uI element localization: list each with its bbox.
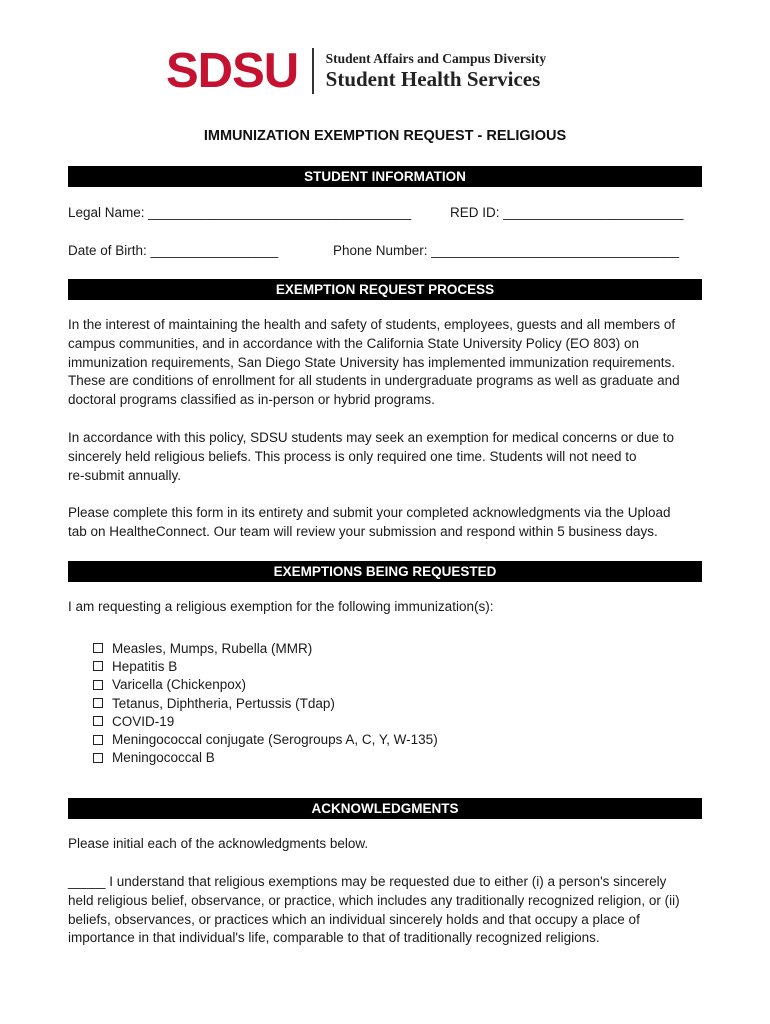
checkbox[interactable] [93, 698, 103, 708]
checkbox-label: Meningococcal B [112, 750, 215, 766]
department-line2: Student Health Services [325, 66, 541, 91]
checkbox-label: Measles, Mumps, Rubella (MMR) [112, 640, 313, 656]
checkbox-label: Meningococcal conjugate (Serogroups A, C, Y, W-135) [112, 732, 438, 748]
checklist-item[interactable] [93, 657, 438, 675]
section-header-process: EXEMPTION REQUEST PROCESS [68, 279, 702, 300]
logo-divider [312, 48, 314, 94]
checklist-item[interactable] [93, 730, 438, 748]
checkbox[interactable] [93, 716, 103, 726]
immunization-checklist [93, 639, 438, 767]
checkbox[interactable] [93, 661, 103, 671]
checklist-item[interactable] [93, 712, 438, 730]
department-line1: Student Affairs and Campus Diversity [325, 50, 547, 66]
phone-number-field[interactable]: Phone Number: _________________________________ [333, 243, 680, 258]
letterhead [166, 44, 546, 98]
checklist-item[interactable] [93, 749, 438, 767]
checkbox-label: Hepatitis B [112, 658, 178, 674]
process-paragraph-1: In the interest of maintaining the health and safety of students, employees, guests and all members of campus communities, and in accordance with the California State University Policy (EO 803) on immunization requirements, San Diego State University has implemented immunization requirements. These are conditions of enrollment for all students in undergraduate programs as well as graduate and doctoral programs classified as in-person or hybrid programs. [68, 317, 680, 408]
checklist-item[interactable] [93, 694, 438, 712]
document-title: IMMUNIZATION EXEMPTION REQUEST - RELIGIOUS [203, 128, 567, 144]
checkbox-label: COVID-19 [112, 713, 175, 729]
checkbox[interactable] [93, 735, 103, 745]
checkbox[interactable] [93, 680, 103, 690]
acknowledgments-intro: Please initial each of the acknowledgments below. [68, 836, 369, 851]
process-paragraph-2: In accordance with this policy, SDSU students may seek an exemption for medical concerns or due to sincerely held religious beliefs. This process is only required one time. Students will not need to re-submit annually. [68, 430, 675, 483]
red-id-field[interactable]: RED ID: ________________________ [450, 205, 684, 220]
legal-name-field[interactable]: Legal Name: ___________________________________ [68, 205, 412, 220]
department-block [326, 51, 547, 92]
checklist-item[interactable] [93, 676, 438, 694]
process-paragraph-3: Please complete this form in its entirety and submit your completed acknowledgments via the Upload tab on HealtheConnect. Our team will review your submission and respond within 5 business days. [68, 505, 671, 539]
section-header-exemptions: EXEMPTIONS BEING REQUESTED [68, 561, 702, 582]
checkbox-label: Tetanus, Diphtheria, Pertussis (Tdap) [112, 695, 335, 711]
acknowledgment-1[interactable]: _____ I understand that religious exemptions may be requested due to either (i) a person's sincerely held religious belief, observance, or practice, which includes any traditionally recognized religion, or (ii) beliefs, observances, or practices which an individual sincerely holds and that occupy a place of importance in that individual's life, comparable to that of traditionally recognized religions. [68, 874, 680, 946]
checkbox-label: Varicella (Chickenpox) [112, 677, 247, 693]
checkbox[interactable] [93, 643, 103, 653]
sdsu-logo: SDSU [166, 43, 299, 98]
checkbox[interactable] [93, 753, 103, 763]
date-of-birth-field[interactable]: Date of Birth: _________________ [68, 243, 279, 258]
checklist-item[interactable] [93, 639, 438, 657]
section-header-student-info: STUDENT INFORMATION [68, 166, 702, 187]
exemptions-intro: I am requesting a religious exemption for the following immunization(s): [68, 599, 494, 614]
section-header-acknowledgments: ACKNOWLEDGMENTS [68, 798, 702, 819]
